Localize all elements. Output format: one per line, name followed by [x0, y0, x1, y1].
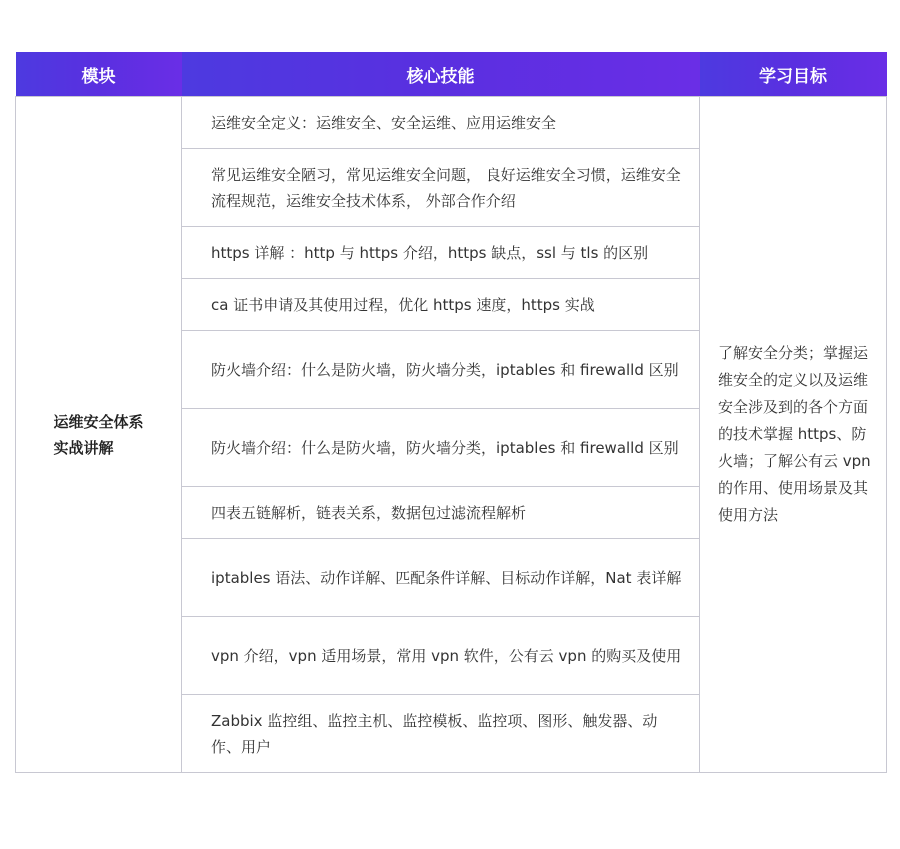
header-skills: 核心技能 — [182, 52, 700, 97]
skill-item: ca 证书申请及其使用过程，优化 https 速度，https 实战 — [182, 279, 700, 331]
module-name: 运维安全体系实战讲解 — [53, 412, 144, 457]
skill-item: 防火墙介绍：什么是防火墙，防火墙分类，iptables 和 firewalld 区别 — [182, 409, 700, 487]
skill-item: 四表五链解析，链表关系，数据包过滤流程解析 — [182, 487, 700, 539]
header-module: 模块 — [16, 52, 182, 97]
skill-item: iptables 语法、动作详解、匹配条件详解、目标动作详解，Nat 表详解 — [182, 539, 700, 617]
table-header-row — [16, 52, 887, 97]
skill-item: 常见运维安全陋习，常见运维安全问题， 良好运维安全习惯，运维安全流程规范，运维安全技术体系， 外部合作介绍 — [182, 149, 700, 227]
table-row — [16, 97, 887, 149]
skill-item: 防火墙介绍：什么是防火墙，防火墙分类，iptables 和 firewalld 区别 — [182, 331, 700, 409]
header-goal: 学习目标 — [700, 52, 887, 97]
skill-item: 运维安全定义：运维安全、安全运维、应用运维安全 — [182, 97, 700, 149]
learning-goal: 了解安全分类；掌握运维安全的定义以及运维安全涉及到的各个方面的技术掌握 https、防火墙；了解公有云 vpn 的作用、使用场景及其使用方法 — [700, 97, 887, 773]
skill-item: https 详解 ：http 与 https 介绍，https 缺点，ssl 与 tls 的区别 — [182, 227, 700, 279]
course-table — [15, 52, 887, 773]
module-cell — [16, 97, 182, 773]
skill-item: vpn 介绍，vpn 适用场景，常用 vpn 软件，公有云 vpn 的购买及使用 — [182, 617, 700, 695]
skill-item: Zabbix 监控组、监控主机、监控模板、监控项、图形、触发器、动作、用户 — [182, 695, 700, 773]
